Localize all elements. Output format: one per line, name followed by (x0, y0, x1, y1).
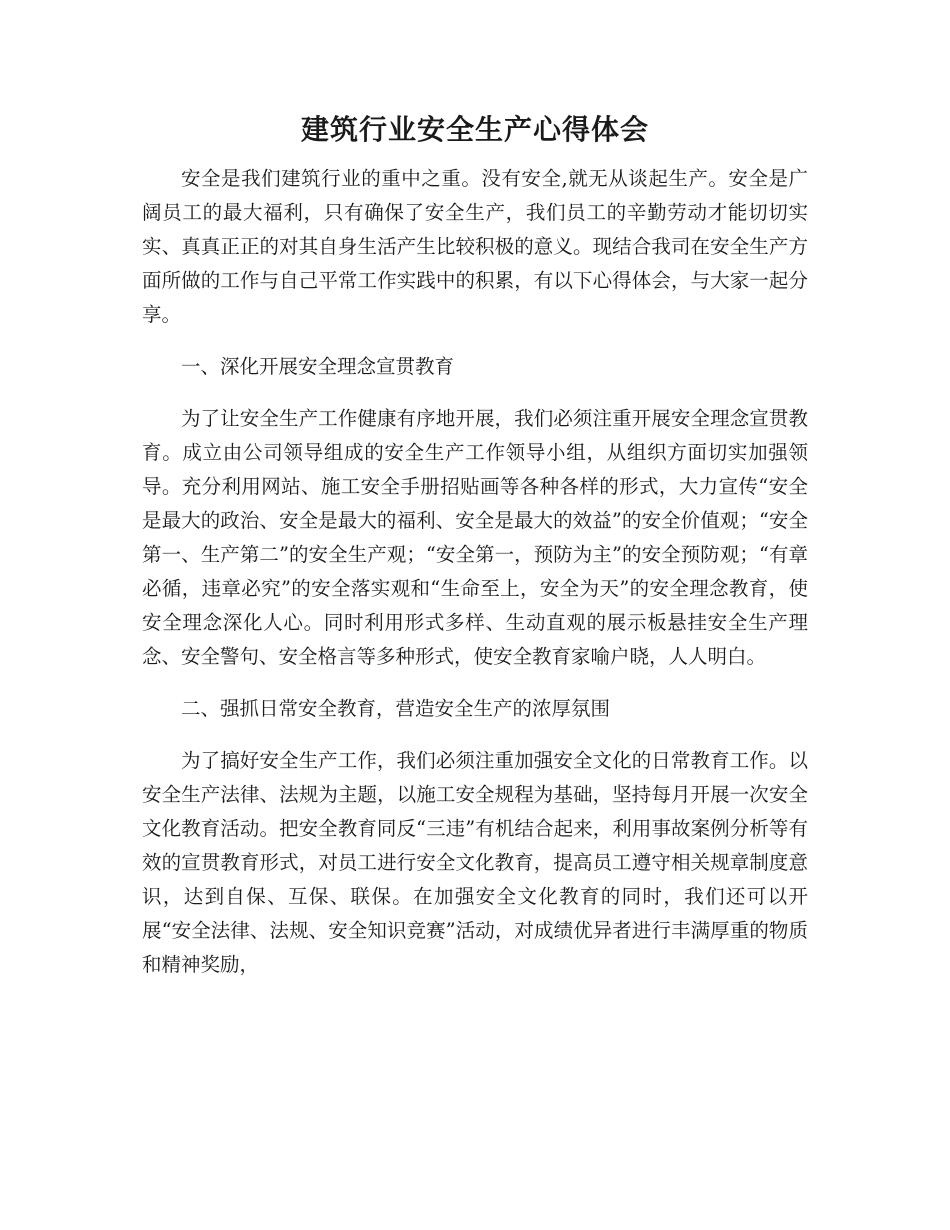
intro-paragraph: 安全是我们建筑行业的重中之重。没有安全,就无从谈起生产。安全是广阔员工的最大福利，只有确保了安全生产，我们员工的辛勤劳动才能切切实实、真真正正的对其自身生活产生比较积极的意义。现结合我司在安全生产方面所做的工作与自己平常工作实践中的积累，有以下心得体会，与大家一起分享。 (142, 167, 808, 326)
section-2-heading: 二、强抓日常安全教育，营造安全生产的浓厚氛围 (181, 697, 611, 720)
document-page (142, 108, 808, 982)
section-1-heading: 一、深化开展安全理念宣贯教育 (181, 355, 455, 378)
document-title: 建筑行业安全生产心得体会 (300, 113, 649, 146)
section-1-body: 为了让安全生产工作健康有序地开展，我们必须注重开展安全理念宣贯教育。成立由公司领导组成的安全生产工作领导小组，从组织方面切实加强领导。充分利用网站、施工安全手册招贴画等各种各样的形式，大力宣传“安全是最大的政治、安全是最大的福利、安全是最大的效益”的安全价值观；“安全第一、生产第二”的安全生产观；“安全第一，预防为主”的安全预防观；“有章必循，违章必究”的安全落实观和“生命至上，安全为天”的安全理念教育，使安全理念深化人心。同时利用形式多样、生动直观的展示板悬挂安全生产理念、安全警句、安全格言等多种形式，使安全教育家喻户晓，人人明白。 (142, 407, 808, 668)
section-2-body: 为了搞好安全生产工作，我们必须注重加强安全文化的日常教育工作。以安全生产法律、法规为主题，以施工安全规程为基础，坚持每月开展一次安全文化教育活动。把安全教育同反“三违”有机结合起来，利用事故案例分析等有效的宣贯教育形式，对员工进行安全文化教育，提高员工遵守相关规章制度意识，达到自保、互保、联保。在加强安全文化教育的同时，我们还可以开展“安全法律、法规、安全知识竞赛”活动，对成绩优异者进行丰满厚重的物质和精神奖励， (142, 749, 808, 976)
